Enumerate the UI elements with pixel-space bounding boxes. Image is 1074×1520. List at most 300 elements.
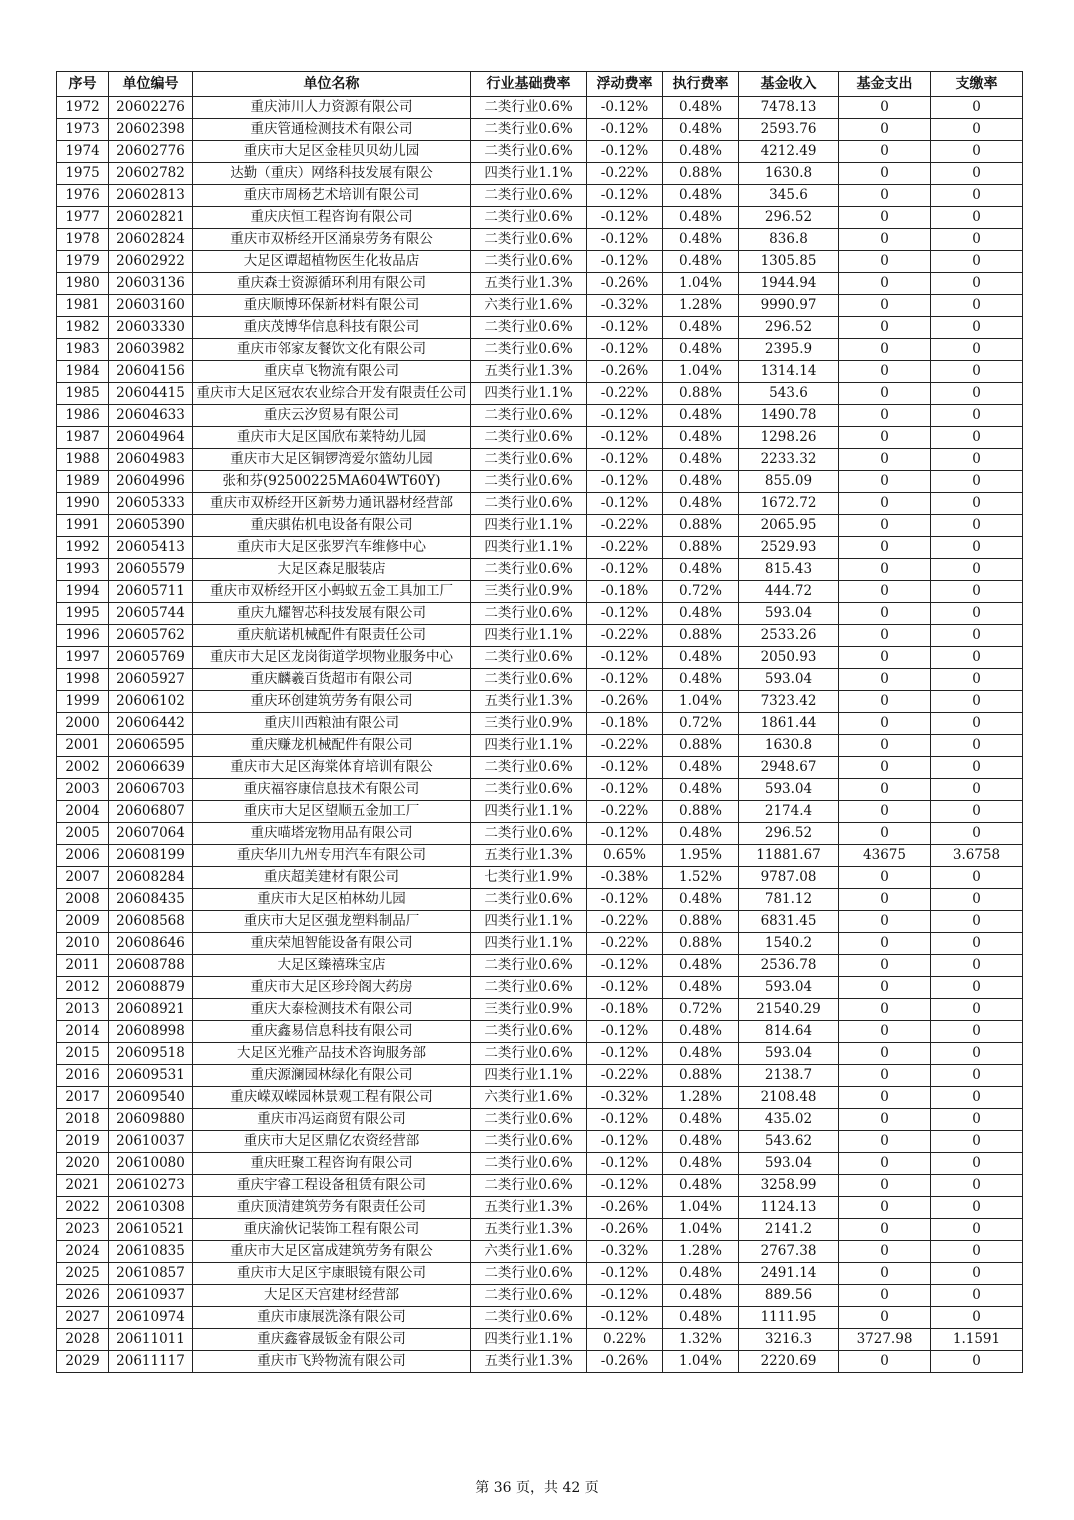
cell-exec-rate: 0.48% bbox=[663, 669, 739, 691]
cell-float-rate: -0.12% bbox=[587, 229, 663, 251]
cell-pay-ratio: 0 bbox=[931, 933, 1023, 955]
cell-unit-code: 20608199 bbox=[109, 845, 193, 867]
cell-exec-rate: 0.88% bbox=[663, 537, 739, 559]
cell-unit-code: 20610974 bbox=[109, 1307, 193, 1329]
cell-base-rate: 二类行业0.6% bbox=[471, 251, 587, 273]
cell-pay-ratio: 0 bbox=[931, 889, 1023, 911]
cell-float-rate: -0.22% bbox=[587, 911, 663, 933]
cell-exec-rate: 0.48% bbox=[663, 1175, 739, 1197]
table-row bbox=[57, 97, 1023, 119]
cell-unit-name: 重庆喵塔宠物用品有限公司 bbox=[193, 823, 471, 845]
cell-seq: 1999 bbox=[57, 691, 109, 713]
cell-float-rate: -0.12% bbox=[587, 1043, 663, 1065]
cell-fund-expense: 0 bbox=[839, 1021, 931, 1043]
cell-fund-income: 1305.85 bbox=[739, 251, 839, 273]
cell-base-rate: 三类行业0.9% bbox=[471, 581, 587, 603]
cell-fund-expense: 0 bbox=[839, 1307, 931, 1329]
cell-unit-name: 重庆渝伙记装饰工程有限公司 bbox=[193, 1219, 471, 1241]
cell-seq: 1995 bbox=[57, 603, 109, 625]
cell-base-rate: 五类行业1.3% bbox=[471, 1197, 587, 1219]
cell-fund-income: 7478.13 bbox=[739, 97, 839, 119]
cell-unit-name: 重庆市大足区海棠体育培训有限公 bbox=[193, 757, 471, 779]
cell-fund-income: 543.62 bbox=[739, 1131, 839, 1153]
cell-exec-rate: 0.48% bbox=[663, 229, 739, 251]
cell-seq: 1994 bbox=[57, 581, 109, 603]
cell-base-rate: 四类行业1.1% bbox=[471, 515, 587, 537]
cell-exec-rate: 0.88% bbox=[663, 801, 739, 823]
cell-fund-income: 593.04 bbox=[739, 1153, 839, 1175]
cell-fund-income: 296.52 bbox=[739, 823, 839, 845]
cell-base-rate: 二类行业0.6% bbox=[471, 889, 587, 911]
cell-fund-expense: 0 bbox=[839, 273, 931, 295]
cell-seq: 1993 bbox=[57, 559, 109, 581]
cell-unit-code: 20611117 bbox=[109, 1351, 193, 1373]
cell-fund-expense: 0 bbox=[839, 889, 931, 911]
cell-pay-ratio: 0 bbox=[931, 383, 1023, 405]
cell-unit-code: 20604996 bbox=[109, 471, 193, 493]
cell-unit-name: 重庆市双桥经开区涌泉劳务有限公 bbox=[193, 229, 471, 251]
cell-unit-code: 20602821 bbox=[109, 207, 193, 229]
cell-seq: 2025 bbox=[57, 1263, 109, 1285]
cell-unit-code: 20610037 bbox=[109, 1131, 193, 1153]
cell-fund-expense: 43675 bbox=[839, 845, 931, 867]
cell-float-rate: -0.26% bbox=[587, 361, 663, 383]
cell-fund-income: 6831.45 bbox=[739, 911, 839, 933]
cell-exec-rate: 0.48% bbox=[663, 1109, 739, 1131]
cell-pay-ratio: 0 bbox=[931, 691, 1023, 713]
cell-unit-name: 重庆市大足区铜锣湾爱尔篮幼儿园 bbox=[193, 449, 471, 471]
cell-seq: 1992 bbox=[57, 537, 109, 559]
cell-pay-ratio: 0 bbox=[931, 801, 1023, 823]
cell-pay-ratio: 0 bbox=[931, 823, 1023, 845]
table-row bbox=[57, 1087, 1023, 1109]
cell-fund-income: 543.6 bbox=[739, 383, 839, 405]
cell-unit-name: 大足区森足服装店 bbox=[193, 559, 471, 581]
cell-unit-name: 重庆航诺机械配件有限责任公司 bbox=[193, 625, 471, 647]
cell-fund-income: 296.52 bbox=[739, 317, 839, 339]
cell-fund-expense: 0 bbox=[839, 559, 931, 581]
cell-unit-code: 20603330 bbox=[109, 317, 193, 339]
cell-exec-rate: 0.72% bbox=[663, 581, 739, 603]
cell-exec-rate: 0.48% bbox=[663, 471, 739, 493]
cell-pay-ratio: 0 bbox=[931, 1109, 1023, 1131]
cell-exec-rate: 0.88% bbox=[663, 1065, 739, 1087]
header-row bbox=[57, 72, 1023, 97]
cell-fund-expense: 0 bbox=[839, 141, 931, 163]
cell-unit-code: 20602782 bbox=[109, 163, 193, 185]
cell-float-rate: -0.22% bbox=[587, 801, 663, 823]
cell-float-rate: -0.26% bbox=[587, 1219, 663, 1241]
cell-seq: 1980 bbox=[57, 273, 109, 295]
cell-unit-name: 重庆九耀智芯科技发展有限公司 bbox=[193, 603, 471, 625]
cell-exec-rate: 0.48% bbox=[663, 1043, 739, 1065]
table-row bbox=[57, 1329, 1023, 1351]
table-row bbox=[57, 1241, 1023, 1263]
cell-fund-expense: 0 bbox=[839, 735, 931, 757]
cell-pay-ratio: 0 bbox=[931, 119, 1023, 141]
cell-seq: 2015 bbox=[57, 1043, 109, 1065]
table-row bbox=[57, 361, 1023, 383]
table-row bbox=[57, 1109, 1023, 1131]
cell-fund-income: 2141.2 bbox=[739, 1219, 839, 1241]
cell-unit-code: 20603982 bbox=[109, 339, 193, 361]
cell-float-rate: -0.12% bbox=[587, 889, 663, 911]
cell-unit-code: 20605927 bbox=[109, 669, 193, 691]
cell-exec-rate: 0.48% bbox=[663, 603, 739, 625]
cell-unit-name: 张和芬(92500225MA604WT60Y) bbox=[193, 471, 471, 493]
cell-fund-expense: 0 bbox=[839, 625, 931, 647]
cell-seq: 2008 bbox=[57, 889, 109, 911]
table-row bbox=[57, 933, 1023, 955]
cell-unit-code: 20610080 bbox=[109, 1153, 193, 1175]
cell-fund-income: 3258.99 bbox=[739, 1175, 839, 1197]
cell-unit-code: 20602813 bbox=[109, 185, 193, 207]
cell-fund-expense: 0 bbox=[839, 713, 931, 735]
table-row bbox=[57, 493, 1023, 515]
cell-float-rate: -0.12% bbox=[587, 647, 663, 669]
cell-pay-ratio: 0 bbox=[931, 97, 1023, 119]
cell-unit-code: 20605769 bbox=[109, 647, 193, 669]
table-row bbox=[57, 757, 1023, 779]
cell-pay-ratio: 0 bbox=[931, 713, 1023, 735]
cell-fund-income: 11881.67 bbox=[739, 845, 839, 867]
cell-fund-income: 593.04 bbox=[739, 1043, 839, 1065]
cell-fund-income: 1630.8 bbox=[739, 735, 839, 757]
cell-seq: 1981 bbox=[57, 295, 109, 317]
cell-base-rate: 二类行业0.6% bbox=[471, 317, 587, 339]
cell-fund-income: 2233.32 bbox=[739, 449, 839, 471]
cell-unit-code: 20602824 bbox=[109, 229, 193, 251]
table-row bbox=[57, 801, 1023, 823]
cell-fund-expense: 0 bbox=[839, 691, 931, 713]
cell-exec-rate: 0.48% bbox=[663, 1131, 739, 1153]
cell-base-rate: 二类行业0.6% bbox=[471, 207, 587, 229]
cell-base-rate: 二类行业0.6% bbox=[471, 669, 587, 691]
table-row bbox=[57, 911, 1023, 933]
cell-float-rate: -0.22% bbox=[587, 933, 663, 955]
cell-pay-ratio: 0 bbox=[931, 427, 1023, 449]
cell-seq: 2010 bbox=[57, 933, 109, 955]
cell-unit-name: 重庆鑫易信息科技有限公司 bbox=[193, 1021, 471, 1043]
cell-fund-expense: 0 bbox=[839, 647, 931, 669]
header-base-rate: 行业基础费率 bbox=[471, 72, 587, 97]
table-row bbox=[57, 1219, 1023, 1241]
cell-exec-rate: 0.48% bbox=[663, 955, 739, 977]
cell-seq: 1976 bbox=[57, 185, 109, 207]
cell-float-rate: -0.38% bbox=[587, 867, 663, 889]
cell-unit-code: 20605390 bbox=[109, 515, 193, 537]
cell-base-rate: 二类行业0.6% bbox=[471, 977, 587, 999]
cell-pay-ratio: 0 bbox=[931, 295, 1023, 317]
cell-fund-expense: 0 bbox=[839, 1065, 931, 1087]
table-row bbox=[57, 207, 1023, 229]
cell-float-rate: -0.12% bbox=[587, 1131, 663, 1153]
cell-pay-ratio: 0 bbox=[931, 1175, 1023, 1197]
cell-fund-income: 4212.49 bbox=[739, 141, 839, 163]
cell-exec-rate: 0.48% bbox=[663, 1153, 739, 1175]
table-row bbox=[57, 889, 1023, 911]
cell-fund-expense: 0 bbox=[839, 867, 931, 889]
cell-unit-code: 20611011 bbox=[109, 1329, 193, 1351]
table-row bbox=[57, 1065, 1023, 1087]
table-row bbox=[57, 1351, 1023, 1373]
header-float-rate: 浮动费率 bbox=[587, 72, 663, 97]
cell-unit-name: 重庆顺博环保新材料有限公司 bbox=[193, 295, 471, 317]
cell-float-rate: -0.12% bbox=[587, 251, 663, 273]
header-pay-ratio: 支缴率 bbox=[931, 72, 1023, 97]
cell-float-rate: -0.32% bbox=[587, 1087, 663, 1109]
cell-pay-ratio: 0 bbox=[931, 163, 1023, 185]
cell-fund-expense: 0 bbox=[839, 163, 931, 185]
cell-exec-rate: 0.48% bbox=[663, 251, 739, 273]
cell-seq: 2014 bbox=[57, 1021, 109, 1043]
cell-float-rate: -0.22% bbox=[587, 735, 663, 757]
cell-float-rate: 0.22% bbox=[587, 1329, 663, 1351]
cell-float-rate: -0.12% bbox=[587, 427, 663, 449]
cell-unit-code: 20606639 bbox=[109, 757, 193, 779]
cell-fund-income: 435.02 bbox=[739, 1109, 839, 1131]
cell-fund-income: 2065.95 bbox=[739, 515, 839, 537]
cell-unit-name: 重庆川西粮油有限公司 bbox=[193, 713, 471, 735]
cell-exec-rate: 1.52% bbox=[663, 867, 739, 889]
cell-fund-income: 815.43 bbox=[739, 559, 839, 581]
cell-seq: 1991 bbox=[57, 515, 109, 537]
cell-fund-expense: 0 bbox=[839, 1043, 931, 1065]
cell-fund-expense: 0 bbox=[839, 1153, 931, 1175]
table-row bbox=[57, 405, 1023, 427]
cell-exec-rate: 0.48% bbox=[663, 757, 739, 779]
cell-fund-income: 836.8 bbox=[739, 229, 839, 251]
cell-fund-income: 2767.38 bbox=[739, 1241, 839, 1263]
cell-seq: 2024 bbox=[57, 1241, 109, 1263]
cell-unit-name: 重庆市飞羚物流有限公司 bbox=[193, 1351, 471, 1373]
cell-exec-rate: 1.28% bbox=[663, 1241, 739, 1263]
cell-base-rate: 四类行业1.1% bbox=[471, 1329, 587, 1351]
cell-base-rate: 五类行业1.3% bbox=[471, 1219, 587, 1241]
cell-pay-ratio: 0 bbox=[931, 229, 1023, 251]
cell-base-rate: 二类行业0.6% bbox=[471, 559, 587, 581]
cell-base-rate: 五类行业1.3% bbox=[471, 845, 587, 867]
cell-unit-name: 重庆超美建材有限公司 bbox=[193, 867, 471, 889]
cell-seq: 1984 bbox=[57, 361, 109, 383]
table-row bbox=[57, 471, 1023, 493]
cell-exec-rate: 0.88% bbox=[663, 625, 739, 647]
cell-unit-name: 达勤（重庆）网络科技发展有限公 bbox=[193, 163, 471, 185]
cell-unit-name: 重庆森士资源循环利用有限公司 bbox=[193, 273, 471, 295]
cell-fund-expense: 0 bbox=[839, 405, 931, 427]
cell-unit-name: 重庆市大足区鼎亿农资经营部 bbox=[193, 1131, 471, 1153]
cell-fund-expense: 0 bbox=[839, 1131, 931, 1153]
cell-unit-name: 大足区天宫建材经营部 bbox=[193, 1285, 471, 1307]
cell-base-rate: 二类行业0.6% bbox=[471, 1263, 587, 1285]
cell-seq: 1985 bbox=[57, 383, 109, 405]
cell-exec-rate: 0.48% bbox=[663, 449, 739, 471]
cell-base-rate: 四类行业1.1% bbox=[471, 735, 587, 757]
cell-unit-code: 20605762 bbox=[109, 625, 193, 647]
cell-float-rate: -0.32% bbox=[587, 1241, 663, 1263]
cell-pay-ratio: 0 bbox=[931, 405, 1023, 427]
cell-fund-expense: 0 bbox=[839, 515, 931, 537]
cell-float-rate: -0.12% bbox=[587, 559, 663, 581]
cell-fund-expense: 0 bbox=[839, 207, 931, 229]
cell-float-rate: -0.26% bbox=[587, 1351, 663, 1373]
cell-unit-name: 重庆市周杨艺术培训有限公司 bbox=[193, 185, 471, 207]
cell-fund-income: 1111.95 bbox=[739, 1307, 839, 1329]
cell-pay-ratio: 0 bbox=[931, 1197, 1023, 1219]
table-row bbox=[57, 317, 1023, 339]
cell-seq: 1975 bbox=[57, 163, 109, 185]
cell-unit-name: 重庆市大足区富成建筑劳务有限公 bbox=[193, 1241, 471, 1263]
header-fund-income: 基金收入 bbox=[739, 72, 839, 97]
cell-unit-name: 重庆市大足区冠农农业综合开发有限责任公司 bbox=[193, 383, 471, 405]
cell-pay-ratio: 0 bbox=[931, 955, 1023, 977]
cell-unit-name: 重庆茂博华信息科技有限公司 bbox=[193, 317, 471, 339]
cell-fund-income: 21540.29 bbox=[739, 999, 839, 1021]
cell-seq: 2013 bbox=[57, 999, 109, 1021]
cell-pay-ratio: 0 bbox=[931, 537, 1023, 559]
cell-fund-expense: 0 bbox=[839, 669, 931, 691]
cell-unit-name: 重庆荣旭智能设备有限公司 bbox=[193, 933, 471, 955]
cell-unit-code: 20608788 bbox=[109, 955, 193, 977]
cell-exec-rate: 0.48% bbox=[663, 559, 739, 581]
cell-exec-rate: 0.48% bbox=[663, 97, 739, 119]
cell-exec-rate: 1.04% bbox=[663, 1197, 739, 1219]
cell-fund-income: 3216.3 bbox=[739, 1329, 839, 1351]
cell-unit-code: 20610521 bbox=[109, 1219, 193, 1241]
cell-base-rate: 六类行业1.6% bbox=[471, 295, 587, 317]
cell-unit-name: 重庆赚龙机械配件有限公司 bbox=[193, 735, 471, 757]
cell-seq: 2029 bbox=[57, 1351, 109, 1373]
cell-seq: 1987 bbox=[57, 427, 109, 449]
cell-fund-income: 1630.8 bbox=[739, 163, 839, 185]
cell-base-rate: 二类行业0.6% bbox=[471, 823, 587, 845]
cell-unit-name: 重庆市双桥经开区新势力通讯器材经营部 bbox=[193, 493, 471, 515]
cell-unit-name: 重庆市大足区龙岗街道学坝物业服务中心 bbox=[193, 647, 471, 669]
cell-fund-expense: 0 bbox=[839, 493, 931, 515]
table-row bbox=[57, 427, 1023, 449]
cell-exec-rate: 0.72% bbox=[663, 713, 739, 735]
cell-exec-rate: 0.48% bbox=[663, 427, 739, 449]
cell-exec-rate: 0.48% bbox=[663, 823, 739, 845]
cell-fund-expense: 0 bbox=[839, 977, 931, 999]
cell-unit-code: 20610308 bbox=[109, 1197, 193, 1219]
cell-float-rate: -0.12% bbox=[587, 977, 663, 999]
cell-unit-name: 重庆市邻家友餐饮文化有限公司 bbox=[193, 339, 471, 361]
cell-exec-rate: 1.28% bbox=[663, 295, 739, 317]
table-body bbox=[57, 97, 1023, 1373]
cell-fund-expense: 0 bbox=[839, 933, 931, 955]
cell-fund-income: 2138.7 bbox=[739, 1065, 839, 1087]
cell-fund-income: 9787.08 bbox=[739, 867, 839, 889]
cell-unit-code: 20603136 bbox=[109, 273, 193, 295]
table-row bbox=[57, 559, 1023, 581]
cell-unit-name: 重庆华川九州专用汽车有限公司 bbox=[193, 845, 471, 867]
cell-pay-ratio: 0 bbox=[931, 1153, 1023, 1175]
cell-seq: 1986 bbox=[57, 405, 109, 427]
cell-base-rate: 四类行业1.1% bbox=[471, 1065, 587, 1087]
cell-pay-ratio: 0 bbox=[931, 1241, 1023, 1263]
cell-seq: 1982 bbox=[57, 317, 109, 339]
cell-base-rate: 二类行业0.6% bbox=[471, 1175, 587, 1197]
cell-float-rate: -0.12% bbox=[587, 779, 663, 801]
table-row bbox=[57, 867, 1023, 889]
cell-fund-expense: 0 bbox=[839, 603, 931, 625]
cell-float-rate: -0.12% bbox=[587, 141, 663, 163]
cell-fund-income: 593.04 bbox=[739, 779, 839, 801]
cell-fund-expense: 0 bbox=[839, 823, 931, 845]
cell-exec-rate: 0.88% bbox=[663, 911, 739, 933]
cell-float-rate: -0.12% bbox=[587, 1021, 663, 1043]
cell-exec-rate: 0.48% bbox=[663, 1263, 739, 1285]
cell-unit-code: 20608646 bbox=[109, 933, 193, 955]
table-row bbox=[57, 999, 1023, 1021]
cell-float-rate: -0.12% bbox=[587, 185, 663, 207]
cell-fund-income: 2533.26 bbox=[739, 625, 839, 647]
cell-fund-income: 2108.48 bbox=[739, 1087, 839, 1109]
cell-fund-income: 345.6 bbox=[739, 185, 839, 207]
cell-fund-expense: 0 bbox=[839, 1285, 931, 1307]
cell-fund-income: 1490.78 bbox=[739, 405, 839, 427]
cell-pay-ratio: 0 bbox=[931, 449, 1023, 471]
cell-seq: 1979 bbox=[57, 251, 109, 273]
table-row bbox=[57, 581, 1023, 603]
cell-fund-income: 593.04 bbox=[739, 669, 839, 691]
cell-pay-ratio: 0 bbox=[931, 1065, 1023, 1087]
table-row bbox=[57, 295, 1023, 317]
cell-fund-income: 814.64 bbox=[739, 1021, 839, 1043]
cell-unit-name: 重庆环创建筑劳务有限公司 bbox=[193, 691, 471, 713]
cell-seq: 1977 bbox=[57, 207, 109, 229]
table-row bbox=[57, 955, 1023, 977]
table-row bbox=[57, 691, 1023, 713]
cell-float-rate: -0.12% bbox=[587, 207, 663, 229]
cell-seq: 1974 bbox=[57, 141, 109, 163]
cell-fund-expense: 0 bbox=[839, 757, 931, 779]
table-row bbox=[57, 449, 1023, 471]
cell-unit-code: 20608921 bbox=[109, 999, 193, 1021]
cell-seq: 2006 bbox=[57, 845, 109, 867]
cell-unit-name: 大足区臻禧珠宝店 bbox=[193, 955, 471, 977]
cell-base-rate: 二类行业0.6% bbox=[471, 779, 587, 801]
cell-unit-code: 20608879 bbox=[109, 977, 193, 999]
cell-pay-ratio: 0 bbox=[931, 141, 1023, 163]
cell-exec-rate: 0.48% bbox=[663, 405, 739, 427]
cell-seq: 2007 bbox=[57, 867, 109, 889]
cell-fund-expense: 0 bbox=[839, 581, 931, 603]
cell-seq: 2028 bbox=[57, 1329, 109, 1351]
cell-float-rate: -0.12% bbox=[587, 339, 663, 361]
cell-base-rate: 二类行业0.6% bbox=[471, 955, 587, 977]
cell-exec-rate: 0.48% bbox=[663, 1307, 739, 1329]
cell-unit-name: 重庆福容康信息技术有限公司 bbox=[193, 779, 471, 801]
cell-unit-name: 重庆市双桥经开区小蚂蚁五金工具加工厂 bbox=[193, 581, 471, 603]
cell-unit-code: 20605333 bbox=[109, 493, 193, 515]
header-exec-rate: 执行费率 bbox=[663, 72, 739, 97]
cell-fund-expense: 0 bbox=[839, 97, 931, 119]
cell-seq: 2005 bbox=[57, 823, 109, 845]
cell-unit-name: 重庆市大足区国欣布莱特幼儿园 bbox=[193, 427, 471, 449]
cell-base-rate: 三类行业0.9% bbox=[471, 999, 587, 1021]
cell-unit-code: 20605744 bbox=[109, 603, 193, 625]
cell-base-rate: 七类行业1.9% bbox=[471, 867, 587, 889]
cell-exec-rate: 1.04% bbox=[663, 1351, 739, 1373]
cell-unit-name: 重庆管通检测技术有限公司 bbox=[193, 119, 471, 141]
cell-float-rate: -0.32% bbox=[587, 295, 663, 317]
cell-unit-code: 20610273 bbox=[109, 1175, 193, 1197]
cell-seq: 1989 bbox=[57, 471, 109, 493]
cell-fund-expense: 0 bbox=[839, 1263, 931, 1285]
table-row bbox=[57, 845, 1023, 867]
